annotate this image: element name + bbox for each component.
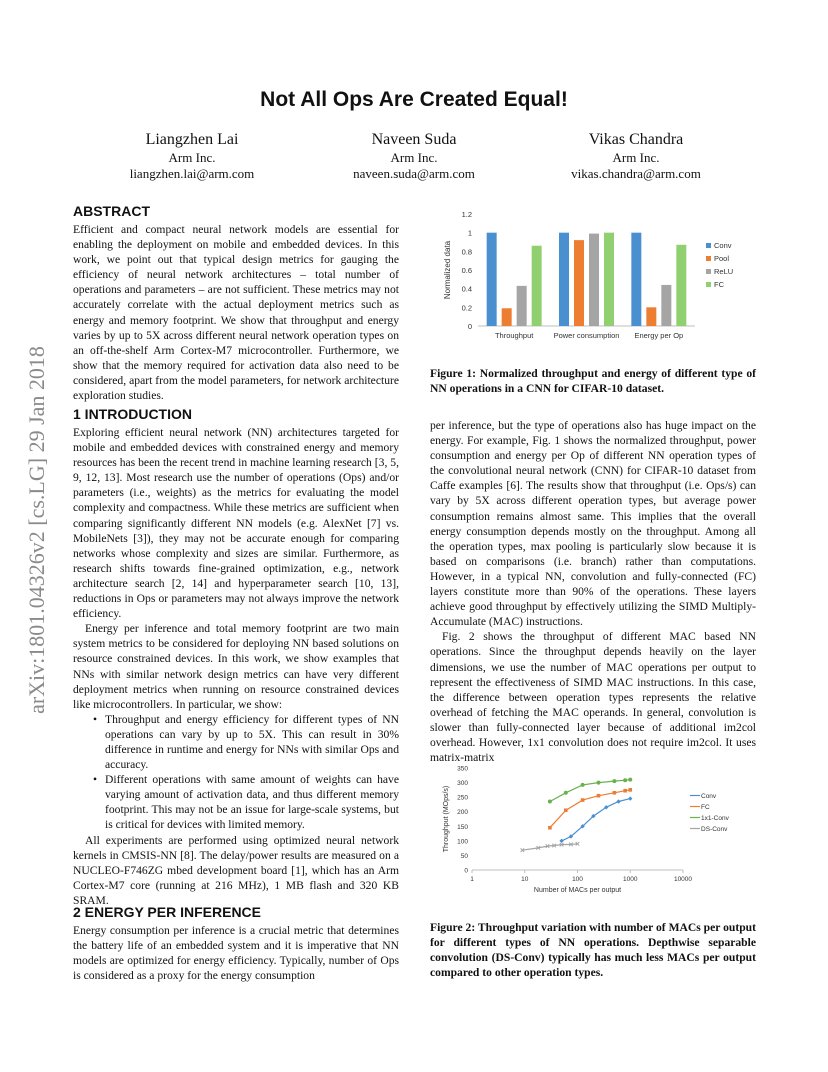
bar-fc-1	[532, 246, 542, 326]
energy-paragraph-1: Energy consumption per inference is a crucial metric that determines the battery life of an embedded system and it is imperative that NN models are optimized for energy efficiency. Typically, number of Ops is considered as a proxy for the energy consumption	[73, 924, 399, 983]
series-line-conv	[562, 799, 631, 841]
legend-swatch-pool	[706, 256, 711, 261]
intro-paragraph-1: Exploring efficient neural network (NN) architectures targeted for mobile and embedded devices with constrained energy and memory resources has been the recent trend in machine learning research [3, 5, 9, 12, 13]. Most research use the number of operations (Ops) and/or parameters (i.e., weights) as the metrics for evaluating the model complexity and compactness. While these metrics are sufficient when comparing significantly different NN models (e.g. AlexNet [7] vs. MobileNets [3]), they may not be accurate enough for comparing networks whose complexity and sizes are similar. Furthermore, as research shifts towards fine-grained optimization, e.g., network architecture search [2, 14] and hyperparameter search [10, 13], reductions in Ops or parameters may not always improve the network efficiency.	[73, 426, 399, 621]
point-fc	[597, 794, 601, 798]
author-affiliation: Arm Inc.	[612, 150, 660, 165]
point-fc	[564, 808, 568, 812]
x-tick-label: Throughput	[494, 331, 534, 340]
x-tick-label: 1000	[623, 876, 638, 883]
y-tick-label: 250	[457, 794, 468, 802]
arxiv-stamp-text: arXiv:1801.04326v2 [cs.LG] 29 Jan 2018	[24, 346, 49, 714]
x-tick-label: Power consumption	[553, 331, 620, 340]
author-name: Liangzhen Lai	[145, 131, 239, 148]
x-tick-label: 10	[521, 876, 529, 883]
abstract-text	[73, 222, 399, 403]
figure-2-line-chart	[440, 760, 740, 896]
y-axis-label: Throughput (MOps/s)	[443, 785, 450, 853]
point-fc	[581, 798, 585, 802]
author-name: Naveen Suda	[371, 131, 457, 148]
point-1x1-conv	[581, 783, 585, 787]
y-tick-label: 200	[457, 809, 468, 817]
figure-2-caption: Figure 2: Throughput variation with number of MACs per output for different types of NN operations. Depthwise separable convolution (DS-Conv) typically has much less MACs per output compared to other operation types.	[430, 921, 756, 979]
bar-relu-1	[517, 286, 527, 326]
point-1x1-conv	[564, 791, 568, 795]
legend-label-conv: Conv	[714, 241, 732, 250]
y-tick-label: 300	[457, 780, 468, 788]
author-block-3	[526, 130, 746, 182]
energy-body	[73, 923, 399, 983]
bar-pool-3	[646, 307, 656, 326]
author-email: vikas.chandra@arm.com	[571, 166, 701, 181]
y-tick-label: 1.2	[461, 210, 472, 219]
bar-conv-2	[559, 233, 569, 326]
y-tick-label: 0.2	[461, 303, 472, 313]
point-fc	[623, 789, 627, 793]
bar-relu-2	[589, 234, 599, 326]
x-tick-label: 10000	[673, 876, 693, 883]
legend-label-ds-conv: DS-Conv	[701, 826, 728, 833]
y-tick-label: 0	[467, 322, 472, 331]
point-1x1-conv	[623, 778, 627, 782]
arxiv-stamp	[25, 300, 49, 760]
legend-swatch-fc	[706, 282, 711, 287]
point-fc	[613, 791, 617, 795]
point-conv	[616, 799, 620, 803]
y-tick-label: 350	[457, 765, 468, 773]
legend-label-fc: FC	[701, 804, 710, 811]
legend-label-relu: ReLU	[714, 267, 734, 276]
point-1x1-conv	[596, 781, 600, 785]
bar-relu-3	[661, 285, 671, 326]
right-paragraph-2: Fig. 2 shows the throughput of different MAC based NN operations. Since the throughput depends heavily on the layer dimensions, we use the number of MAC operations per output to represent the effectiveness of SIMD MAC instructions. In this case, the difference between operation types represents the relative overhead of fetching the MAC operands. In general, convolution is slower than fully-connected layer because of additional im2col overhead. However, 1x1 convolution does not require im2col. It uses matrix-matrix	[430, 630, 756, 765]
intro-bullet-2: • Different operations with same amount of weights can have varying amount of activation data, and thus different memory footprint. This may not be an issue for large-scale systems, but is critical for devices with limited memory.	[105, 772, 399, 832]
paper-title: Not All Ops Are Created Equal!	[260, 88, 568, 111]
bar-fc-2	[604, 233, 614, 326]
bar-pool-1	[502, 308, 512, 326]
y-tick-label: 150	[457, 823, 468, 831]
bar-conv-3	[631, 233, 641, 326]
legend-label-pool: Pool	[714, 254, 730, 263]
x-axis-label: Number of MACs per output	[533, 887, 622, 894]
point-conv	[628, 796, 632, 800]
point-1x1-conv	[628, 778, 632, 782]
author-email: liangzhen.lai@arm.com	[129, 166, 255, 181]
y-tick-label: 1	[467, 228, 472, 238]
y-tick-label: 0	[464, 867, 468, 875]
x-tick-label: Energy per Op	[634, 331, 684, 340]
point-fc	[548, 826, 552, 830]
point-1x1-conv	[612, 779, 616, 783]
intro-heading: 1 INTRODUCTION	[73, 406, 192, 422]
energy-heading: 2 ENERGY PER INFERENCE	[73, 904, 262, 920]
point-conv	[559, 839, 563, 843]
x-tick-label: 1	[470, 876, 474, 883]
legend-label-conv: Conv	[701, 793, 717, 800]
bar-pool-2	[574, 240, 584, 326]
legend-swatch-conv	[706, 243, 711, 248]
figure-1-bar-chart	[440, 206, 760, 346]
legend-swatch-relu	[706, 269, 711, 274]
y-axis-label: Normalized data	[443, 240, 452, 300]
author-affiliation: Arm Inc.	[390, 150, 438, 165]
author-block-2	[304, 130, 524, 182]
legend-label-fc: FC	[714, 280, 724, 289]
right-paragraph-1: per inference, but the type of operations also has huge impact on the energy. For example, Fig. 1 shows the normalized throughput, power consumption and energy per Op of different NN operation types of the convolutional neural network (CNN) for CIFAR-10 dataset from Caffe examples [6]. The results show that throughput (i.e. Ops/s) can vary by 5X across different operation types, but average power consumption remains almost same. This implies that the overall energy consumption depends mostly on the throughput. Among all the operation types, max pooling is particularly slow because it is based on comparisons (i.e. branch) rather than computations. However, in a typical NN, convolution and fully-connected (FC) layers constitute more than 90% of the operations. These layers achieve good throughput by effectively utilizing the SIMD Multiply-Accumulate (MAC) instructions.	[430, 419, 756, 629]
y-tick-label: 100	[457, 838, 468, 846]
intro-bullet-list	[73, 712, 399, 833]
intro-paragraph-2: Energy per inference and total memory footprint are two main system metrics to be considered for deploying NN based solutions on resource constrained devices. In this work, we show examples that NNs with similar network design metrics can have very different deployment metrics when running on resource constrained devices like microcontrollers. In particular, we show:	[73, 622, 399, 711]
author-email: naveen.suda@arm.com	[353, 166, 475, 181]
y-tick-label: 0.8	[461, 247, 472, 257]
intro-body	[73, 425, 399, 908]
author-affiliation: Arm Inc.	[168, 150, 216, 165]
x-tick-label: 100	[572, 876, 583, 883]
intro-bullet-1: • Throughput and energy efficiency for different types of NN operations can vary by up to 5X. This can result in 30% difference in runtime and energy for NNs with similar Ops and accuracy.	[105, 712, 399, 772]
bar-fc-3	[676, 245, 686, 326]
abstract-heading: ABSTRACT	[73, 203, 150, 219]
author-name: Vikas Chandra	[588, 131, 684, 148]
y-tick-label: 50	[460, 852, 468, 860]
series-line-ds-conv	[522, 844, 577, 850]
intro-paragraph-3: All experiments are performed using optimized neural network kernels in CMSIS-NN [8]. The delay/power results are measured on a NUCLEO-F746ZG mbed development board [1], which has an Arm Cortex-M7 core (running at 216 MHz), 1 MB flash and 320 KB SRAM.	[73, 833, 399, 907]
legend-label-1x1-conv: 1x1-Conv	[701, 815, 729, 822]
y-tick-label: 0.4	[461, 284, 472, 294]
bar-conv-1	[487, 233, 497, 326]
figure-1-caption: Figure 1: Normalized throughput and energy of different type of NN operations in a CNN for CIFAR-10 dataset.	[430, 367, 756, 395]
y-tick-label: 0.6	[461, 266, 472, 275]
point-fc	[628, 788, 632, 792]
author-block-1	[82, 130, 302, 182]
right-column-body	[430, 418, 756, 765]
point-1x1-conv	[548, 800, 552, 804]
abstract-paragraph: Efficient and compact neural network models are essential for enabling the deployment on mobile and embedded devices. In this work, we point out that typical design metrics for gauging the efficiency of neural network architectures – total number of operations and parameters – are not sufficient. These metrics may not accurately correlate with the actual deployment metrics such as energy and memory footprint. We show that throughput and energy varies by up to 5X across different neural network operation types on an off-the-shelf Arm Cortex-M7 microcontroller. Furthermore, we show that the memory required for activation data also need to be considered, apart from the model parameters, for network architecture exploration studies.	[73, 223, 399, 403]
